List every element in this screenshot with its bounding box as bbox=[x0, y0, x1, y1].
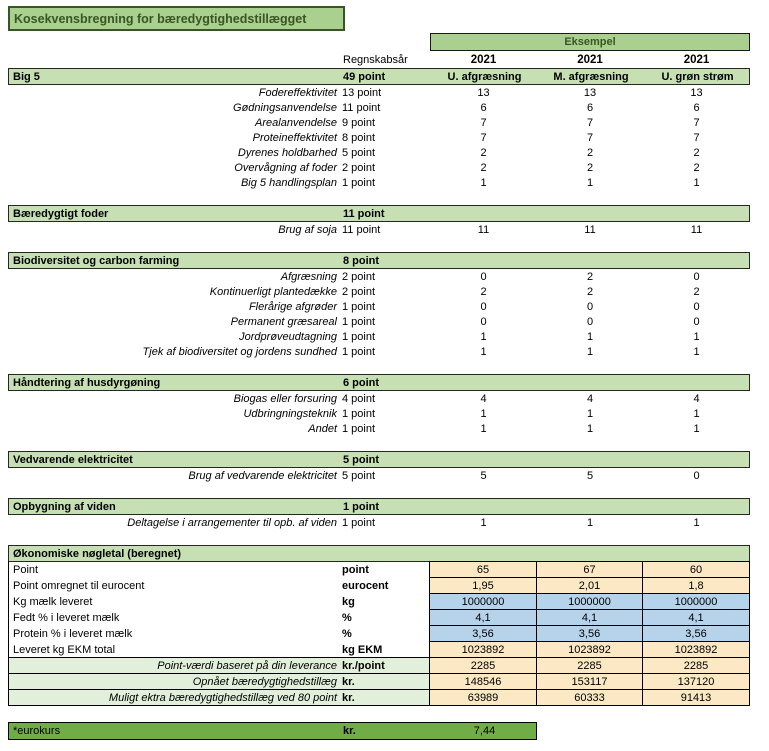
criteria-value: 11 bbox=[477, 223, 490, 236]
economics-value-cell: 2285 bbox=[429, 657, 537, 674]
economics-unit: point bbox=[342, 563, 369, 576]
criteria-row bbox=[8, 100, 750, 115]
criteria-label: Overvågning af foder bbox=[234, 161, 337, 174]
criteria-value: 13 bbox=[690, 86, 703, 99]
economics-unit: kg bbox=[342, 595, 355, 608]
section-name: Vedvarende elektricitet bbox=[13, 453, 133, 466]
criteria-row bbox=[8, 130, 750, 145]
years-row bbox=[8, 51, 750, 68]
criteria-max-points: 11 point bbox=[342, 223, 381, 236]
page-title: Kosekvensbregning for bæredygtighedstillægget bbox=[8, 6, 345, 31]
economics-label: Point-værdi baseret på din leverance bbox=[8, 657, 341, 674]
criteria-row bbox=[8, 269, 750, 284]
economics-value-cell: 4,1 bbox=[642, 609, 750, 626]
criteria-value: 1 bbox=[693, 422, 700, 435]
economics-value-cell: 63989 bbox=[429, 689, 537, 706]
criteria-max-points: 1 point bbox=[342, 315, 376, 328]
criteria-value: 2 bbox=[586, 270, 594, 283]
criteria-max-points: 1 point bbox=[342, 516, 376, 529]
economics-rows bbox=[8, 561, 769, 706]
criteria-value: 7 bbox=[480, 131, 487, 144]
criteria-max-points: 2 point bbox=[342, 161, 376, 174]
criteria-value: 1 bbox=[693, 516, 700, 529]
criteria-row bbox=[8, 314, 750, 329]
sections bbox=[8, 68, 769, 530]
economics-row bbox=[8, 641, 750, 658]
economics-value-cell: 1,95 bbox=[429, 577, 537, 594]
criteria-label: Afgræsning bbox=[280, 270, 337, 283]
criteria-max-points: 2 point bbox=[342, 285, 376, 298]
economics-value-cell: 1000000 bbox=[536, 593, 643, 610]
economics-row bbox=[8, 625, 750, 642]
criteria-label: Permanent græsareal bbox=[230, 315, 337, 328]
criteria-value: 1 bbox=[480, 422, 487, 435]
criteria-value: 0 bbox=[480, 270, 487, 283]
criteria-label: Proteineffektivitet bbox=[252, 131, 337, 144]
economics-header: Økonomiske nøgletal (beregnet) bbox=[13, 547, 182, 560]
section-header-row bbox=[8, 68, 750, 85]
section-total-points: 5 point bbox=[343, 453, 380, 466]
criteria-max-points: 1 point bbox=[342, 422, 376, 435]
economics-value-cell: 3,56 bbox=[536, 625, 643, 642]
criteria-label: Deltagelse i arrangementer til opb. af viden bbox=[127, 516, 337, 529]
criteria-max-points: 1 point bbox=[342, 300, 376, 313]
economics-value-cell: 153117 bbox=[536, 673, 643, 690]
criteria-value: 1 bbox=[586, 516, 594, 529]
criteria-max-points: 1 point bbox=[342, 345, 376, 358]
criteria-value: 1 bbox=[693, 407, 700, 420]
eurokurs-value: 7,44 bbox=[473, 725, 496, 737]
criteria-row bbox=[8, 468, 750, 483]
criteria-value: 4 bbox=[693, 392, 700, 405]
economics-value-cell: 60333 bbox=[536, 689, 643, 706]
eurokurs-unit: kr. bbox=[343, 725, 356, 737]
criteria-row bbox=[8, 175, 750, 190]
criteria-value: 7 bbox=[480, 116, 487, 129]
criteria-max-points: 1 point bbox=[342, 330, 376, 343]
scenario-header: M. afgræsning bbox=[553, 70, 629, 83]
criteria-value: 13 bbox=[583, 86, 597, 99]
criteria-row bbox=[8, 160, 750, 175]
economics-value-cell: 4,1 bbox=[429, 609, 537, 626]
section-header-row bbox=[8, 374, 750, 391]
economics-unit: kg EKM bbox=[342, 643, 383, 656]
scenario-header: U. grøn strøm bbox=[661, 70, 734, 83]
criteria-max-points: 8 point bbox=[342, 131, 376, 144]
criteria-max-points: 1 point bbox=[342, 407, 376, 420]
section-name: Biodiversitet og carbon farming bbox=[13, 254, 180, 267]
economics-value-cell: 148546 bbox=[429, 673, 537, 690]
criteria-value: 13 bbox=[477, 86, 490, 99]
criteria-value: 6 bbox=[693, 101, 700, 114]
section-total-points: 8 point bbox=[343, 254, 380, 267]
section-header-row bbox=[8, 205, 750, 222]
criteria-value: 5 bbox=[586, 469, 594, 482]
criteria-row bbox=[8, 391, 750, 406]
economics-value-cell: 1023892 bbox=[536, 641, 643, 658]
criteria-value: 0 bbox=[586, 315, 594, 328]
criteria-value: 0 bbox=[693, 469, 700, 482]
section-block bbox=[8, 451, 769, 483]
criteria-value: 1 bbox=[480, 176, 487, 189]
economics-value-cell: 1000000 bbox=[642, 593, 750, 610]
economics-section bbox=[8, 545, 769, 706]
economics-row bbox=[8, 689, 750, 706]
criteria-value: 2 bbox=[693, 161, 700, 174]
criteria-value: 1 bbox=[480, 345, 487, 358]
economics-label: Muligt ektra bæredygtighedstillæg ved 80 point bbox=[8, 689, 341, 706]
economics-value-cell: 3,56 bbox=[429, 625, 537, 642]
criteria-max-points: 5 point bbox=[342, 146, 376, 159]
criteria-value: 2 bbox=[586, 146, 594, 159]
criteria-value: 11 bbox=[584, 223, 596, 236]
criteria-value: 2 bbox=[693, 285, 700, 298]
criteria-label: Biogas eller forsuring bbox=[233, 392, 337, 405]
criteria-label: Andet bbox=[308, 422, 337, 435]
economics-row bbox=[8, 673, 750, 690]
section-header-row bbox=[8, 498, 750, 515]
criteria-row bbox=[8, 344, 750, 359]
section-total-points: 1 point bbox=[343, 500, 380, 513]
criteria-value: 0 bbox=[480, 300, 487, 313]
economics-value-cell: 137120 bbox=[642, 673, 750, 690]
criteria-max-points: 11 point bbox=[342, 101, 381, 114]
criteria-value: 6 bbox=[586, 101, 594, 114]
criteria-label: Gødningsanvendelse bbox=[233, 101, 337, 114]
criteria-max-points: 1 point bbox=[342, 176, 376, 189]
economics-value-cell: 1,8 bbox=[642, 577, 750, 594]
economics-row bbox=[8, 609, 750, 626]
year-column-1: 2021 bbox=[470, 53, 497, 66]
criteria-label: Arealanvendelse bbox=[255, 116, 337, 129]
section-name: Bæredygtigt foder bbox=[13, 207, 109, 220]
criteria-max-points: 4 point bbox=[342, 392, 376, 405]
section-header-row bbox=[8, 252, 750, 269]
criteria-value: 2 bbox=[480, 285, 487, 298]
criteria-value: 0 bbox=[586, 300, 594, 313]
criteria-label: Tjek af biodiversitet og jordens sundhed bbox=[142, 345, 337, 358]
eurokurs-row bbox=[8, 722, 537, 740]
economics-row bbox=[8, 657, 750, 674]
criteria-value: 2 bbox=[480, 161, 487, 174]
economics-label: Opnået bæredygtighedstillæg bbox=[8, 673, 341, 690]
section-block bbox=[8, 205, 769, 237]
criteria-value: 1 bbox=[693, 345, 700, 358]
economics-row bbox=[8, 577, 750, 594]
economics-value-cell: 1023892 bbox=[642, 641, 750, 658]
economics-row bbox=[8, 593, 750, 610]
criteria-row bbox=[8, 115, 750, 130]
criteria-value: 5 bbox=[480, 469, 487, 482]
criteria-value: 2 bbox=[480, 146, 487, 159]
section-block bbox=[8, 68, 769, 190]
criteria-row bbox=[8, 284, 750, 299]
criteria-label: Brug af vedvarende elektricitet bbox=[188, 469, 337, 482]
criteria-value: 2 bbox=[586, 161, 594, 174]
criteria-max-points: 5 point bbox=[342, 469, 376, 482]
criteria-row bbox=[8, 85, 750, 100]
economics-value-cell: 60 bbox=[642, 561, 750, 578]
criteria-max-points: 13 point bbox=[342, 86, 382, 99]
economics-header-row bbox=[8, 545, 750, 562]
economics-value-cell: 2285 bbox=[536, 657, 643, 674]
economics-label: Point bbox=[8, 561, 341, 578]
eksempel-header: Eksempel bbox=[430, 33, 750, 51]
economics-unit: % bbox=[342, 611, 352, 624]
criteria-value: 7 bbox=[586, 116, 594, 129]
criteria-label: Kontinuerligt plantedække bbox=[209, 285, 337, 298]
criteria-value: 1 bbox=[480, 330, 487, 343]
economics-unit: % bbox=[342, 627, 352, 640]
fiscal-year-label: Regnskabsår bbox=[343, 53, 408, 66]
section-total-points: 11 point bbox=[343, 207, 385, 220]
eurokurs-label: *eurokurs bbox=[13, 725, 61, 737]
economics-label: Protein % i leveret mælk bbox=[8, 625, 341, 642]
criteria-value: 1 bbox=[586, 422, 594, 435]
criteria-label: Dyrenes holdbarhed bbox=[237, 146, 337, 159]
year-column-3: 2021 bbox=[683, 53, 710, 66]
criteria-value: 1 bbox=[586, 176, 594, 189]
criteria-label: Fodereffektivitet bbox=[258, 86, 337, 99]
criteria-value: 4 bbox=[480, 392, 487, 405]
criteria-value: 7 bbox=[693, 131, 700, 144]
criteria-value: 1 bbox=[586, 407, 594, 420]
criteria-value: 0 bbox=[693, 315, 700, 328]
section-name: Big 5 bbox=[13, 70, 40, 83]
section-block bbox=[8, 498, 769, 530]
criteria-value: 1 bbox=[693, 330, 700, 343]
economics-unit: kr./point bbox=[341, 657, 430, 674]
economics-value-cell: 91413 bbox=[642, 689, 750, 706]
criteria-value: 4 bbox=[586, 392, 594, 405]
criteria-value: 2 bbox=[586, 285, 594, 298]
criteria-row bbox=[8, 222, 750, 237]
criteria-max-points: 9 point bbox=[342, 116, 376, 129]
economics-value-cell: 3,56 bbox=[642, 625, 750, 642]
criteria-value: 1 bbox=[480, 516, 487, 529]
section-block bbox=[8, 374, 769, 436]
section-name: Håndtering af husdyrgøning bbox=[13, 376, 161, 389]
economics-value-cell: 2285 bbox=[642, 657, 750, 674]
criteria-value: 6 bbox=[480, 101, 487, 114]
criteria-value: 1 bbox=[586, 330, 594, 343]
criteria-label: Brug af soja bbox=[278, 223, 337, 236]
criteria-row bbox=[8, 421, 750, 436]
criteria-value: 7 bbox=[586, 131, 594, 144]
economics-label: Fedt % i leveret mælk bbox=[8, 609, 341, 626]
section-header-row bbox=[8, 451, 750, 468]
economics-value-cell: 67 bbox=[536, 561, 643, 578]
criteria-label: Big 5 handlingsplan bbox=[240, 176, 337, 189]
criteria-value: 2 bbox=[693, 146, 700, 159]
criteria-row bbox=[8, 515, 750, 530]
economics-unit: kr. bbox=[341, 673, 430, 690]
criteria-row bbox=[8, 299, 750, 314]
criteria-label: Udbringningsteknik bbox=[243, 407, 337, 420]
criteria-value: 11 bbox=[690, 223, 703, 236]
criteria-row bbox=[8, 145, 750, 160]
section-total-points: 6 point bbox=[343, 376, 380, 389]
economics-label: Point omregnet til eurocent bbox=[8, 577, 341, 594]
criteria-value: 0 bbox=[693, 300, 700, 313]
economics-unit: eurocent bbox=[342, 579, 389, 592]
year-column-2: 2021 bbox=[577, 53, 603, 66]
economics-value-cell: 65 bbox=[429, 561, 537, 578]
criteria-row bbox=[8, 329, 750, 344]
criteria-value: 1 bbox=[480, 407, 487, 420]
criteria-value: 0 bbox=[693, 270, 700, 283]
economics-value-cell: 1023892 bbox=[429, 641, 537, 658]
section-block bbox=[8, 252, 769, 359]
economics-value-cell: 4,1 bbox=[536, 609, 643, 626]
economics-unit: kr. bbox=[341, 689, 430, 706]
section-total-points: 49 point bbox=[343, 70, 386, 83]
eksempel-header-row bbox=[8, 33, 750, 51]
criteria-value: 1 bbox=[586, 345, 594, 358]
criteria-value: 0 bbox=[480, 315, 487, 328]
economics-value-cell: 1000000 bbox=[429, 593, 537, 610]
economics-label: Leveret kg EKM total bbox=[8, 641, 341, 658]
economics-row bbox=[8, 561, 750, 578]
criteria-row bbox=[8, 406, 750, 421]
economics-value-cell: 2,01 bbox=[536, 577, 643, 594]
section-name: Opbygning af viden bbox=[13, 500, 116, 513]
economics-label: Kg mælk leveret bbox=[8, 593, 341, 610]
criteria-max-points: 2 point bbox=[342, 270, 376, 283]
scenario-header: U. afgræsning bbox=[447, 70, 522, 83]
criteria-value: 1 bbox=[693, 176, 700, 189]
criteria-label: Jordprøveudtagning bbox=[239, 330, 337, 343]
criteria-label: Flerårige afgrøder bbox=[248, 300, 337, 313]
criteria-value: 7 bbox=[693, 116, 700, 129]
